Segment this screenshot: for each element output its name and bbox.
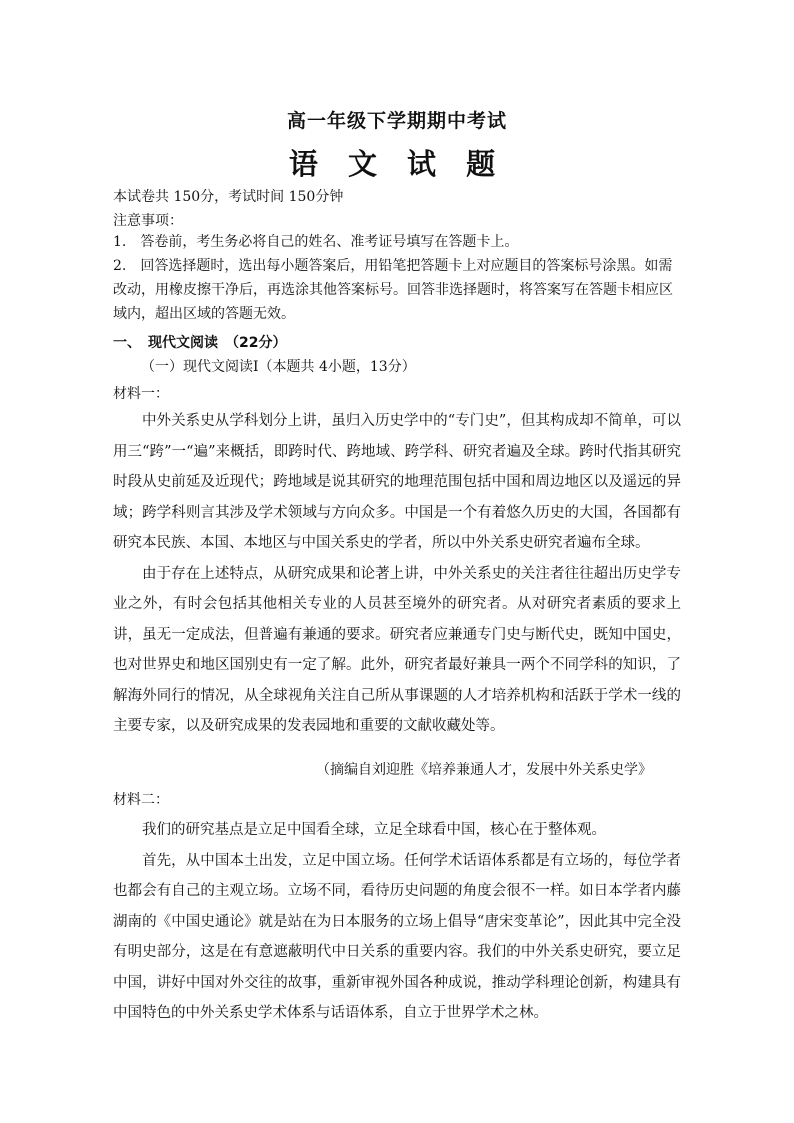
notice-item-1: 1. 答卷前，考生务必将自己的姓名、准考证号填写在答题卡上。 [113,234,519,250]
material-2-label: 材料二： [113,792,169,808]
notice-heading: 注意事项： [113,213,183,229]
notice-item-2: 2. 回答选择题时，选出每小题答案后，用铅笔把答题卡上对应题目的答案标号涂黑。如需改动，用橡皮擦干净后，再选涂其他答案标号。回答非选择题时，将答案写在答题卡相应区域内，超出区域的答题无效。 [113,258,673,322]
exam-title: 高一年级下学期期中考试 [286,110,507,132]
score-line: 本试卷共 150分，考试时间 150分钟 [113,189,344,205]
material-1-body [113,406,681,742]
subject-title: 语 文 试 题 [288,147,506,181]
material-2-paragraph-2: 首先，从中国本土出发，立足中国立场。任何学术话语体系都是有立场的，每位学者也都会有自己的主观立场。立场不同，看待历史问题的角度会很不一样。如日本学者内藤湖南的《中国史通论》就是站在为日本服务的立场上倡导“唐宋变革论”，因此其中完全没有明史部分，这是在有意遮蔽明代中日关系的重要内容。我们的中外关系史研究，要立足中国，讲好中国对外交往的故事，重新审视外国各种成说，推动学科理论创新，构建具有中国特色的中外关系史学术体系与话语体系，自立于世界学术之林。 [113,852,681,1021]
section-subheading: （一）现代文阅读Ⅰ（本题共 4小题，13分） [141,359,416,375]
section-heading: 一、 现代文阅读 （22分） [113,335,287,351]
material-1-label: 材料一： [113,386,169,402]
material-1-paragraph-1: 中外关系史从学科划分上讲，虽归入历史学中的“专门史”，但其构成却不简单，可以用三“跨”一“遍”来概括，即跨时代、跨地域、跨学科、研究者遍及全球。跨时代指其研究时段从史前延及近现代；跨地域是说其研究的地理范围包括中国和周边地区以及遥远的异域；跨学科则言其涉及学术领域与方向众多。中国是一个有着悠久历史的大国，各国都有研究本民族、本国、本地区与中国关系史的学者，所以中外关系史研究者遍布全球。 [113,413,681,551]
material-2-body [113,815,681,1029]
material-2-paragraph-1: 我们的研究基点是立足中国看全球，立足全球看中国，核心在于整体观。 [142,822,606,838]
material-1-paragraph-2: 由于存在上述特点，从研究成果和论著上讲，中外关系史的关注者往往超出历史学专业之外，有时会包括其他相关专业的人员甚至境外的研究者。从对研究者素质的要求上讲，虽无一定成法，但普遍有兼通的要求。研究者应兼通专门史与断代史，既知中国史，也对世界史和地区国别史有一定了解。此外，研究者最好兼具一两个不同学科的知识，了解海外同行的情况，从全球视角关注自己所从事课题的人才培养机构和活跃于学术一线的主要专家，以及研究成果的发表园地和重要的文献收藏处等。 [113,565,681,734]
notice-list [113,230,681,326]
material-1-source: （摘编自刘迎胜《培养兼通人才，发展中外关系史学》 [316,762,652,778]
